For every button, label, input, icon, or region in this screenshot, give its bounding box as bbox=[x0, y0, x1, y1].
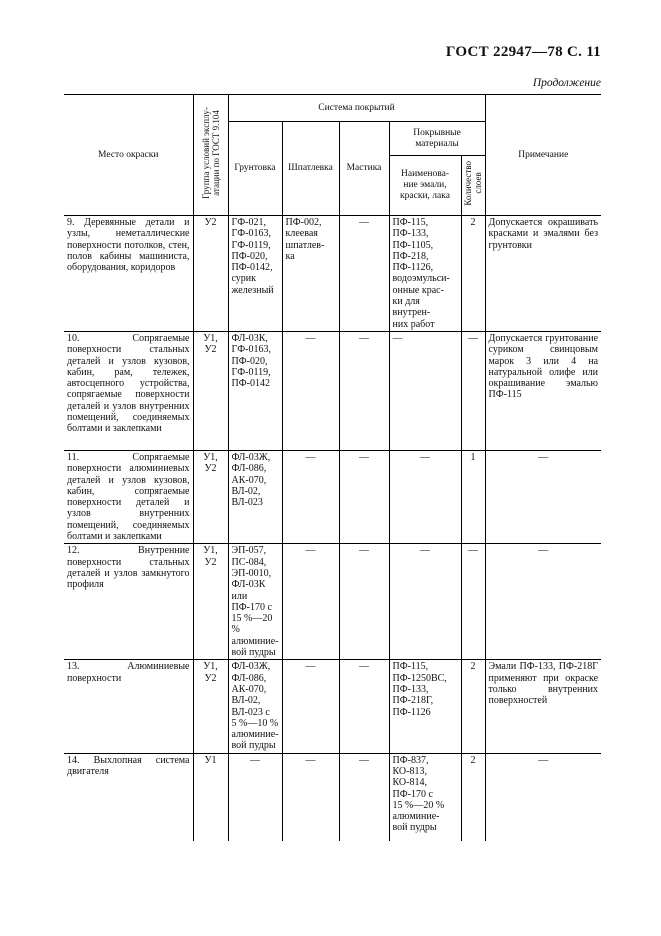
cell-group: У1, У2 bbox=[193, 660, 228, 753]
cell-putty: — bbox=[282, 331, 339, 450]
cell-mastic: — bbox=[339, 450, 389, 543]
cell-place: 13. Алюминиевые поверхности bbox=[64, 660, 193, 753]
cell-primer: ГФ-021, ГФ-0163, ГФ-0119, ПФ-020, ПФ-0142, сурик железный bbox=[228, 216, 282, 332]
cell-layers: 2 bbox=[461, 216, 485, 332]
cell-primer: ФЛ-03Ж, ФЛ-086, АК-070, ВЛ-02, ВЛ-023 с 5 %—10 % алюминие- вой пудры bbox=[228, 660, 282, 753]
header-place: Место окраски bbox=[64, 95, 193, 216]
cell-note: — bbox=[485, 450, 601, 543]
cell-group: У1, У2 bbox=[193, 544, 228, 660]
cell-note: — bbox=[485, 753, 601, 841]
cell-putty: — bbox=[282, 660, 339, 753]
cell-note: Допускается окрашивать красками и эмалями без грунтовки bbox=[485, 216, 601, 332]
table-row bbox=[64, 450, 601, 543]
cell-mastic: — bbox=[339, 544, 389, 660]
cell-name: — bbox=[389, 544, 461, 660]
header-primer: Грунтовка bbox=[228, 122, 282, 216]
cell-layers: — bbox=[461, 331, 485, 450]
cell-place: 11. Сопрягаемые поверхности алюминиевых деталей и узлов кузовов, кабин, сопрягаемые поверхности деталей и узлов внутренних помещений, соединяемых болтами и заклепками bbox=[64, 450, 193, 543]
cell-place: 12. Внутренние поверхности стальных деталей и узлов замкнутого профиля bbox=[64, 544, 193, 660]
page-header: ГОСТ 22947—78 С. 11 bbox=[445, 44, 601, 60]
header-group: Группа условий эксплу- атации по ГОСТ 9.104 bbox=[193, 95, 228, 216]
table-row bbox=[64, 331, 601, 450]
cell-group: У1 bbox=[193, 753, 228, 841]
cell-primer: ЭП-057, ПС-084, ЭП-0010, ФЛ-03К или ПФ-170 с 15 %—20 % алюминие- вой пудры bbox=[228, 544, 282, 660]
cell-name: — bbox=[389, 331, 461, 450]
cell-note: — bbox=[485, 544, 601, 660]
cell-layers: 2 bbox=[461, 753, 485, 841]
cell-layers: 1 bbox=[461, 450, 485, 543]
cell-place: 14. Выхлопная система двигателя bbox=[64, 753, 193, 841]
cell-primer: ФЛ-03Ж, ФЛ-086, АК-070, ВЛ-02, ВЛ-023 bbox=[228, 450, 282, 543]
table-row bbox=[64, 544, 601, 660]
cell-name: ПФ-115, ПФ-133, ПФ-1105, ПФ-218, ПФ-1126, водоэмульси- онные крас- ки для внутрен- них работ bbox=[389, 216, 461, 332]
cell-primer: ФЛ-03К, ГФ-0163, ПФ-020, ГФ-0119, ПФ-0142 bbox=[228, 331, 282, 450]
cell-group: У2 bbox=[193, 216, 228, 332]
header-mastic: Мастика bbox=[339, 122, 389, 216]
header-coating: Покрывные материалы bbox=[389, 122, 485, 156]
cell-putty: ПФ-002, клеевая шпатлев- ка bbox=[282, 216, 339, 332]
cell-putty: — bbox=[282, 450, 339, 543]
cell-mastic: — bbox=[339, 216, 389, 332]
cell-primer: — bbox=[228, 753, 282, 841]
header-putty: Шпатлевка bbox=[282, 122, 339, 216]
header-layers: Количество слоев bbox=[461, 156, 485, 216]
cell-putty: — bbox=[282, 753, 339, 841]
cell-mastic: — bbox=[339, 331, 389, 450]
continuation-label: Продолжение bbox=[532, 77, 601, 89]
cell-group: У1, У2 bbox=[193, 331, 228, 450]
header-note: Примечание bbox=[485, 95, 601, 216]
cell-mastic: — bbox=[339, 753, 389, 841]
cell-putty: — bbox=[282, 544, 339, 660]
cell-note: Эмали ПФ-133, ПФ-218Г применяют при окраске только внутренних поверхностей bbox=[485, 660, 601, 753]
cell-group: У1, У2 bbox=[193, 450, 228, 543]
cell-name: ПФ-837, КО-813, КО-814, ПФ-170 с 15 %—20 % алюминие- вой пудры bbox=[389, 753, 461, 841]
table-row bbox=[64, 660, 601, 753]
cell-layers: 2 bbox=[461, 660, 485, 753]
cell-name: — bbox=[389, 450, 461, 543]
cell-name: ПФ-115, ПФ-1250ВС, ПФ-133, ПФ-218Г, ПФ-1126 bbox=[389, 660, 461, 753]
cell-note: Допускается грунтование суриком свинцовым марок 3 или 4 на натуральной олифе или окрашивание эмалью ПФ-115 bbox=[485, 331, 601, 450]
cell-place: 10. Сопрягаемые поверхности стальных деталей и узлов кузовов, кабин, рам, тележек, автосцепного устройства, сопрягаемые поверхности деталей и узлов внутренних помещений, соединяемых болтами и заклепками bbox=[64, 331, 193, 450]
coating-table bbox=[64, 94, 601, 841]
table-row bbox=[64, 216, 601, 332]
header-name: Наименова- ние эмали, краски, лака bbox=[389, 156, 461, 216]
header-system: Система покрытий bbox=[228, 95, 485, 122]
table-row bbox=[64, 753, 601, 841]
cell-layers: — bbox=[461, 544, 485, 660]
cell-place: 9. Деревянные детали и узлы, неметаллические поверхности потолков, стен, полов кабины машиниста, оборудования, коридоров bbox=[64, 216, 193, 332]
cell-mastic: — bbox=[339, 660, 389, 753]
